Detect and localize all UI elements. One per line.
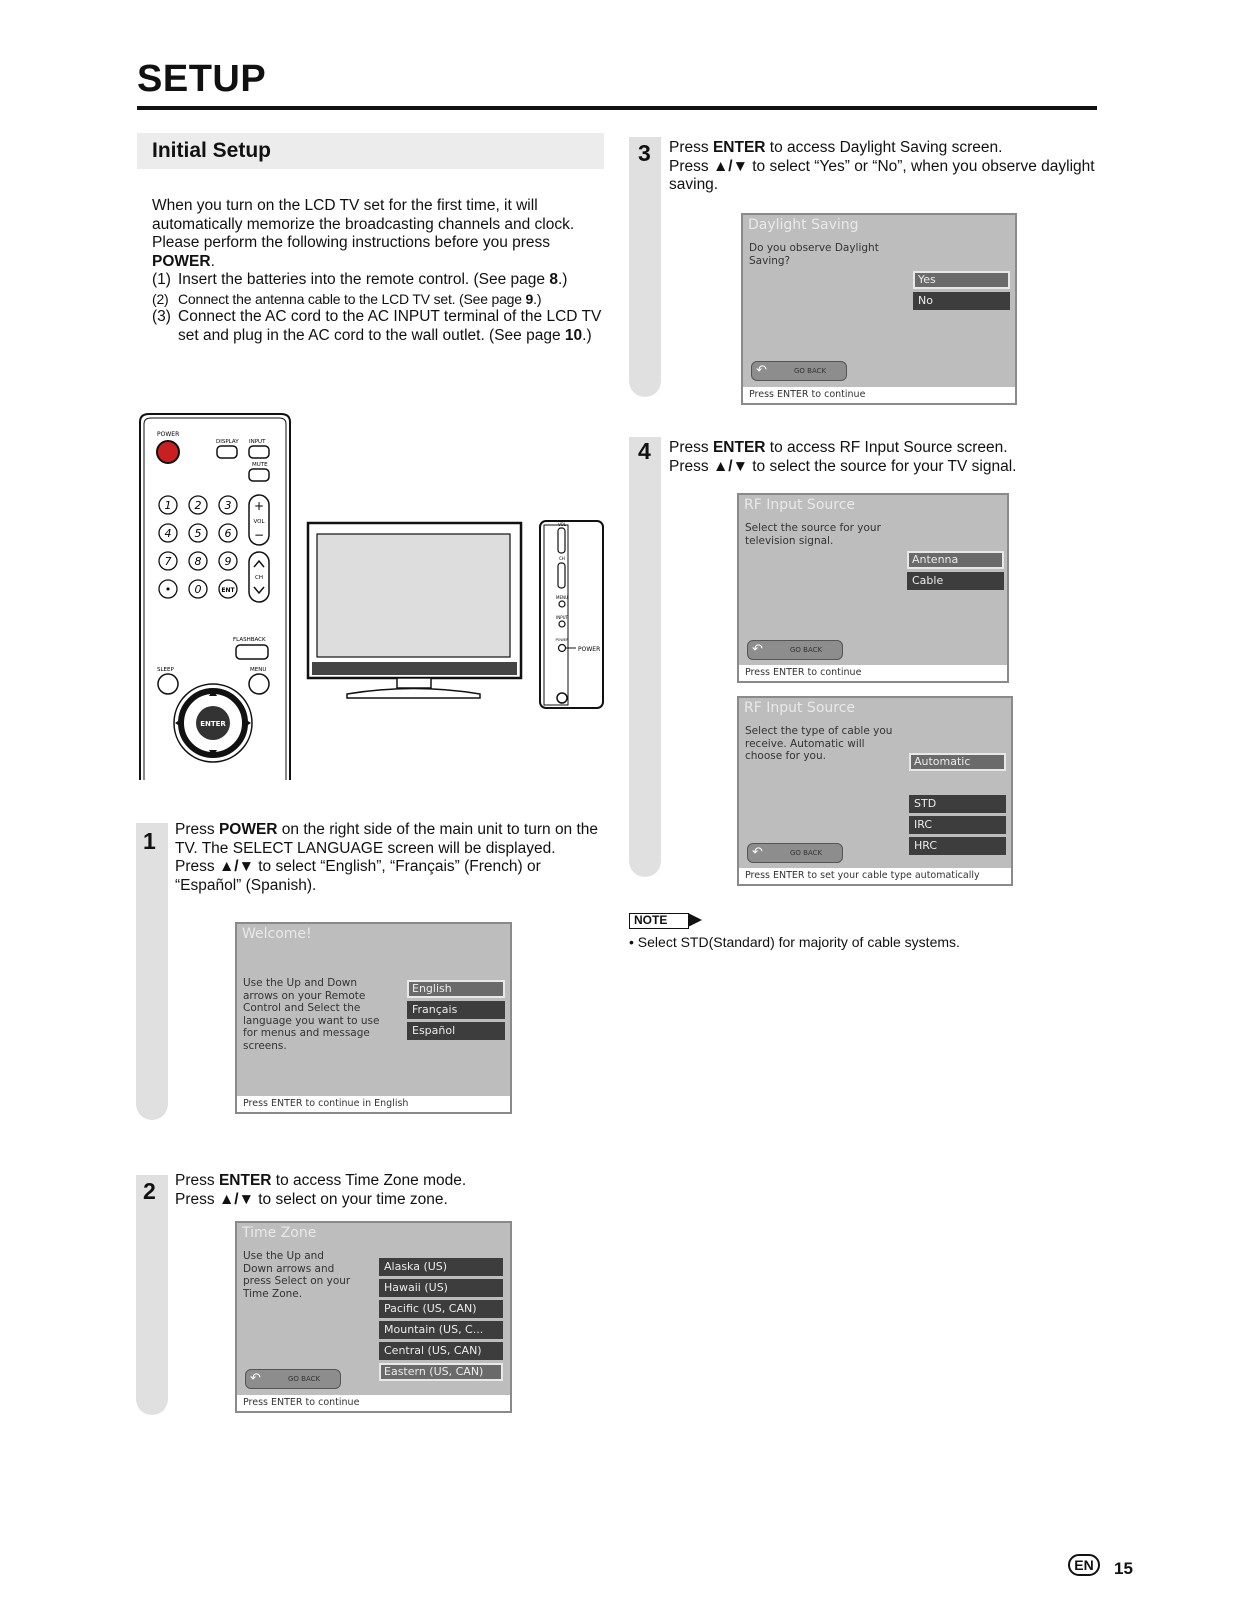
rf-input-source-screen (737, 493, 1009, 683)
remote-vol-label: VOL (253, 519, 265, 525)
tv-side-panel-illustration (540, 521, 603, 708)
welcome-screen-footer: Press ENTER to continue in English (237, 1096, 510, 1112)
prep-list (152, 271, 607, 345)
step-4-bar (629, 437, 661, 877)
time-zone-option[interactable]: Central (US, CAN) (379, 1342, 503, 1360)
svg-text:9: 9 (224, 555, 232, 568)
rf-input-source-screen-desc: Select the source for your television signal. (745, 522, 881, 547)
remote-display-label: DISPLAY (216, 439, 239, 445)
go-back-arrow-icon: ↶ (756, 363, 767, 378)
remote-sleep-label: SLEEP (157, 667, 174, 673)
remote-enter-label: ENTER (200, 720, 226, 728)
cable-type-screen-desc: Select the type of cable you receive. Automatic will choose for you. (745, 725, 893, 762)
time-zone-option[interactable]: Eastern (US, CAN) (379, 1363, 503, 1381)
cable-type-screen (737, 696, 1013, 886)
step-1-bar (136, 823, 168, 1120)
remote-ch-label: CH (255, 575, 263, 581)
welcome-screen-desc: Use the Up and Down arrows on your Remote Control and Select the language you want to use for menus and message screens. (243, 977, 380, 1052)
svg-text:+: + (253, 499, 265, 513)
svg-text:•: • (164, 583, 172, 596)
daylight-option-yes[interactable]: Yes (913, 271, 1010, 289)
svg-text:ENT: ENT (221, 587, 235, 594)
welcome-screen-title: Welcome! (242, 926, 312, 942)
go-back-arrow-icon: ↶ (752, 845, 763, 860)
remote-input-label: INPUT (249, 439, 266, 445)
step-1-text: Press POWER on the right side of the main unit to turn on the TV. The SELECT LANGUAGE screen will be displayed. Press ▲/▼ to select “English”, “Français” (French) or “Español” (Spanish). (175, 821, 599, 894)
svg-text:8: 8 (194, 555, 202, 568)
page-number: 15 (1114, 1559, 1133, 1578)
svg-text:POWER: POWER (555, 638, 569, 642)
list-item: (2) Connect the antenna cable to the LCD TV set. (See page 9.) (152, 290, 542, 307)
go-back-arrow-icon: ↶ (752, 642, 763, 657)
tv-power-label: POWER (578, 646, 601, 653)
time-zone-option[interactable]: Alaska (US) (379, 1258, 503, 1276)
step-2-number: 2 (143, 1178, 156, 1204)
time-zone-option[interactable]: Mountain (US, C... (379, 1321, 503, 1339)
svg-text:5: 5 (194, 527, 202, 540)
remote-control-illustration (140, 414, 290, 780)
svg-text:7: 7 (164, 555, 172, 568)
go-back-button[interactable]: ↶ GO BACK (245, 1369, 341, 1389)
cable-type-screen-title: RF Input Source (744, 700, 856, 716)
daylight-option-no[interactable]: No (913, 292, 1010, 310)
note-arrow-icon (688, 913, 702, 927)
go-back-arrow-icon: ↶ (250, 1371, 261, 1386)
title-rule (137, 106, 1097, 110)
svg-text:MENU: MENU (556, 595, 568, 600)
daylight-saving-screen-title: Daylight Saving (748, 217, 859, 233)
step-2-bar (136, 1175, 168, 1415)
remote-and-tv-illustration (135, 410, 610, 780)
svg-text:1: 1 (164, 499, 172, 512)
intro-para-1: When you turn on the LCD TV set for the first time, it will automatically memorize the broadcasting channels and clock. (152, 197, 575, 233)
rf-option-cable[interactable]: Cable (907, 572, 1004, 590)
page-title: SETUP (137, 58, 267, 100)
time-zone-screen-desc: Use the Up and Down arrows and press Select on your Time Zone. (243, 1250, 351, 1300)
rf-option-antenna[interactable]: Antenna (907, 551, 1004, 569)
svg-text:2: 2 (194, 499, 202, 512)
remote-mute-label: MUTE (252, 462, 268, 468)
step-3-number: 3 (638, 140, 651, 166)
language-option-espanol[interactable]: Español (407, 1022, 505, 1040)
remote-power-button (157, 441, 179, 463)
cable-option-automatic[interactable]: Automatic (909, 753, 1006, 771)
cable-option-hrc[interactable]: HRC (909, 837, 1006, 855)
remote-menu-label: MENU (250, 667, 267, 673)
step-4-number: 4 (638, 438, 651, 464)
language-option-francais[interactable]: Français (407, 1001, 505, 1019)
daylight-saving-screen (741, 213, 1017, 405)
daylight-saving-screen-footer: Press ENTER to continue (743, 387, 1015, 403)
cable-option-irc[interactable]: IRC (909, 816, 1006, 834)
lcd-tv-illustration (308, 523, 521, 698)
rf-input-source-screen-footer: Press ENTER to continue (739, 665, 1007, 681)
list-item: (3) Connect the AC cord to the AC INPUT terminal of the LCD TV set and plug in the AC cord to the wall outlet. (See page 10.) (152, 308, 602, 344)
svg-text:VOL: VOL (557, 522, 567, 527)
svg-text:3: 3 (224, 499, 232, 512)
language-badge: EN (1068, 1554, 1100, 1576)
rf-input-source-screen-title: RF Input Source (744, 497, 856, 513)
step-3-bar (629, 137, 661, 397)
section-title: Initial Setup (152, 139, 272, 162)
time-zone-option[interactable]: Hawaii (US) (379, 1279, 503, 1297)
step-2-text: Press ENTER to access Time Zone mode. Press ▲/▼ to select on your time zone. (175, 1172, 467, 1208)
language-option-english[interactable]: English (407, 980, 505, 998)
welcome-screen (235, 922, 512, 1114)
step-4-text: Press ENTER to access RF Input Source screen. Press ▲/▼ to select the source for your TV signal. (669, 439, 1017, 475)
remote-power-label: POWER (157, 431, 180, 438)
remote-flashback-label: FLASHBACK (233, 637, 266, 643)
cable-type-screen-footer: Press ENTER to set your cable type automatically (739, 868, 1011, 884)
go-back-button[interactable]: ↶ GO BACK (751, 361, 847, 381)
svg-text:0: 0 (194, 583, 202, 596)
go-back-button[interactable]: ↶ GO BACK (747, 843, 843, 863)
svg-text:6: 6 (224, 527, 232, 540)
time-zone-option[interactable]: Pacific (US, CAN) (379, 1300, 503, 1318)
go-back-button[interactable]: ↶ GO BACK (747, 640, 843, 660)
time-zone-screen-title: Time Zone (242, 1225, 317, 1241)
time-zone-screen-footer: Press ENTER to continue (237, 1395, 510, 1411)
intro-para-2: Please perform the following instructions before you press POWER. (152, 234, 551, 270)
cable-option-std[interactable]: STD (909, 795, 1006, 813)
intro-text (152, 197, 607, 345)
note-label: NOTE (629, 913, 689, 929)
list-item: (1) Insert the batteries into the remote control. (See page 8.) (152, 271, 568, 288)
time-zone-screen (235, 1221, 512, 1413)
step-3-text: Press ENTER to access Daylight Saving screen. Press ▲/▼ to select “Yes” or “No”, when you observe daylight saving. (669, 139, 1095, 193)
step-1-number: 1 (143, 828, 156, 854)
note-text: • Select STD(Standard) for majority of cable systems. (629, 934, 960, 950)
svg-text:−: − (253, 528, 265, 542)
daylight-saving-screen-desc: Do you observe Daylight Saving? (749, 242, 879, 267)
svg-text:INPUT: INPUT (556, 615, 568, 620)
svg-text:4: 4 (164, 527, 172, 540)
svg-text:CH: CH (559, 556, 565, 561)
